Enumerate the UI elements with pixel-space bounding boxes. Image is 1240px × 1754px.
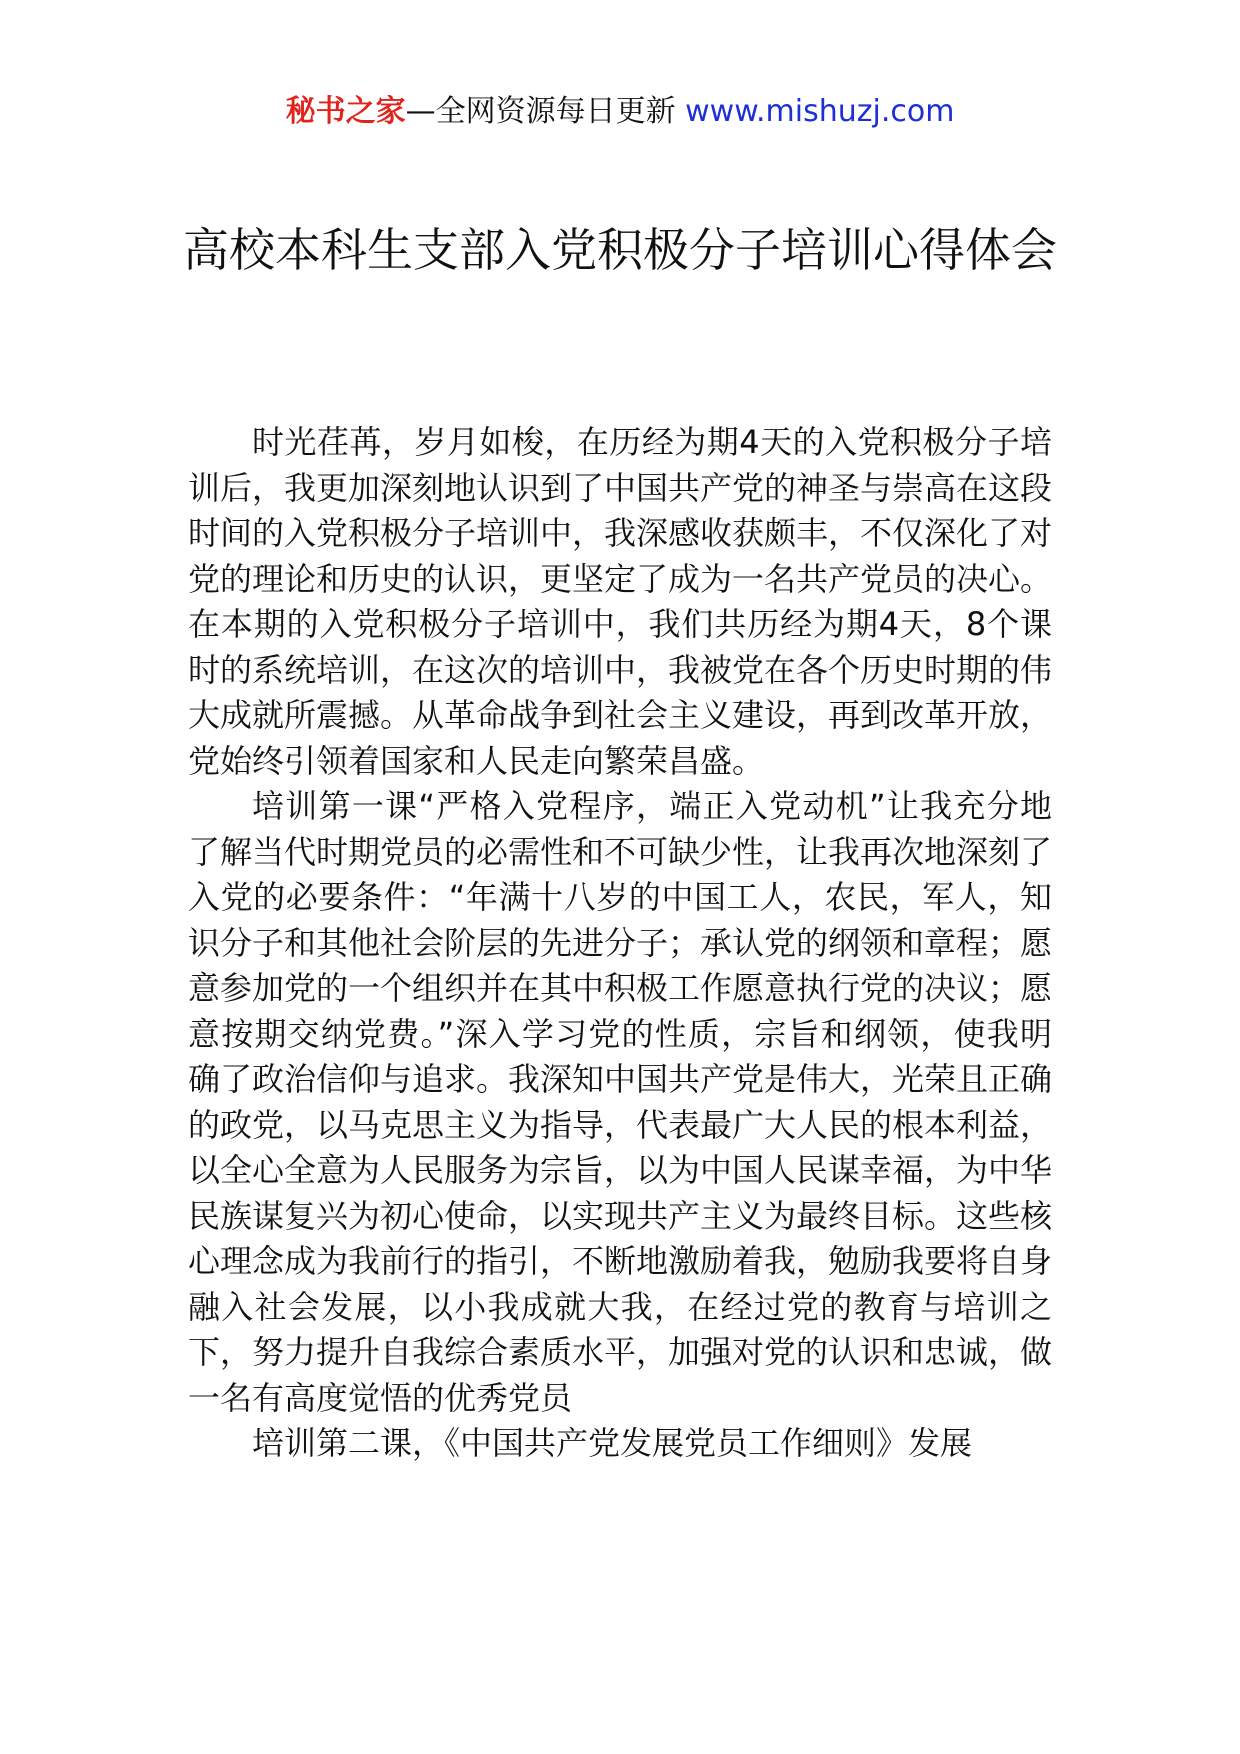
brand-name: 秘书之家 (285, 94, 406, 129)
site-header (0, 92, 1240, 132)
body-paragraph: 时光荏苒，岁月如梭，在历经为期4天的入党积极分子培训后，我更加深刻地认识到了中国共产党的神圣与崇高在这段时间的入党积极分子培训中，我深感收获颇丰，不仅深化了对党的理论和历史的认识，更坚定了成为一名共产党员的决心。在本期的入党积极分子培训中，我们共历经为期4天，8个课时的系统培训，在这次的培训中，我被党在各个历史时期的伟大成就所震撼。从革命战争到社会主义建设，再到改革开放，党始终引领着国家和人民走向繁荣昌盛。 (188, 423, 1053, 780)
body-paragraph: 培训第一课“严格入党程序，端正入党动机”让我充分地了解当代时期党员的必需性和不可缺少性，让我再次地深刻了入党的必要条件：“年满十八岁的中国工人，农民，军人，知识分子和其他社会阶层的先进分子；承认党的纲领和章程；愿意参加党的一个组织并在其中积极工作愿意执行党的决议；愿意按期交纳党费。”深入学习党的性质，宗旨和纲领，使我明确了政治信仰与追求。我深知中国共产党是伟大，光荣且正确的政党，以马克思主义为指导，代表最广大人民的根本利益，以全心全意为人民服务为宗旨，以为中国人民谋幸福，为中华民族谋复兴为初心使命，以实现共产主义为最终目标。这些核心理念成为我前行的指引，不断地激励着我，勉励我要将自身融入社会发展，以小我成就大我，在经过党的教育与培训之下，努力提升自我综合素质水平，加强对党的认识和忠诚，做一名有高度觉悟的优秀党员 (188, 787, 1053, 1417)
document-body (188, 420, 1052, 1467)
site-tagline: —全网资源每日更新 (405, 94, 676, 129)
site-url-link[interactable]: www.mishuzj.com (685, 94, 955, 129)
body-paragraph: 培训第二课，《中国共产党发展党员工作细则》发展 (252, 1424, 973, 1462)
document-title: 高校本科生支部入党积极分子培训心得体会 (183, 223, 1057, 277)
